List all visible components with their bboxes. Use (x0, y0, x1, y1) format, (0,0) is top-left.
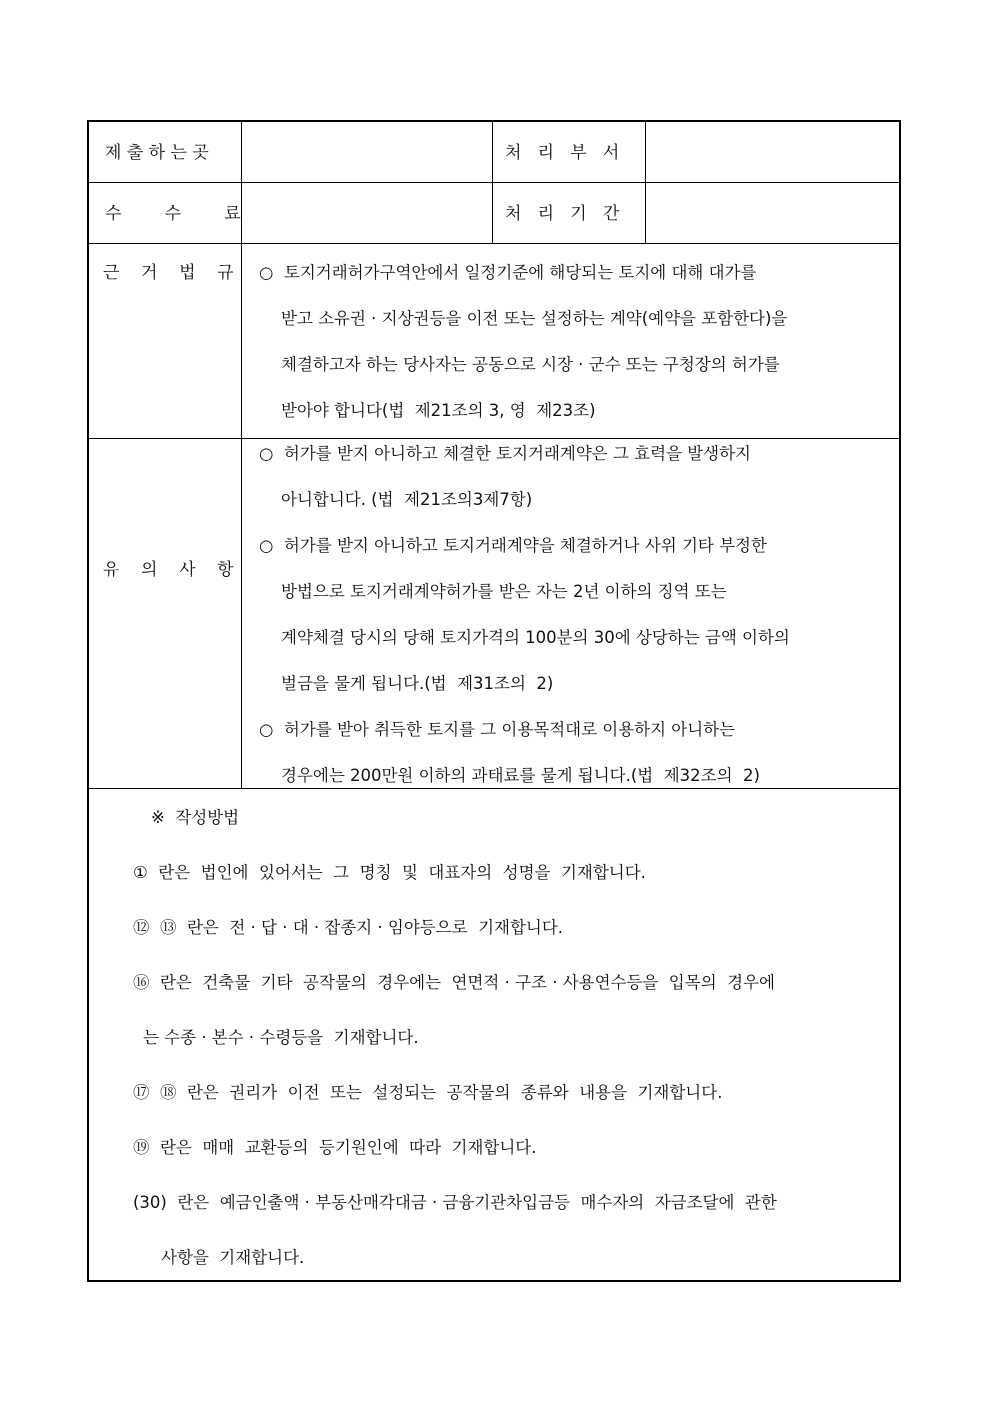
legal-basis-line: 받아야 합니다(법 제21조의 3, 영 제23조) (281, 401, 596, 420)
column-divider (645, 122, 646, 243)
notes-line: 아니합니다. (법 제21조의3제7항) (281, 490, 533, 509)
notes-line: ○ 허가를 받지 아니하고 토지거래계약을 체결하거나 사위 기타 부정한 (259, 536, 767, 555)
instruction-line: (30) 란은 예금인출액 · 부동산매각대금 · 금융기관차입금등 매수자의 자금조달에 관한 (133, 1193, 777, 1212)
label-notes: 유 의 사 항 (103, 560, 234, 580)
label-submit-place: 제 출 하 는 곳 (105, 143, 209, 163)
row-divider (89, 243, 899, 244)
label-fee: 수 수 료 (105, 204, 241, 224)
instruction-line: ⑰ ⑱ 란은 권리가 이전 또는 설정되는 공작물의 종류와 내용을 기재합니다. (133, 1083, 723, 1102)
instruction-line: ⑲ 란은 매매 교환등의 등기원인에 따라 기재합니다. (133, 1138, 537, 1157)
row-divider (89, 182, 899, 183)
row-divider (89, 788, 899, 789)
row-divider (89, 438, 899, 439)
instruction-line: ⑯ 란은 건축물 기타 공작물의 경우에는 연면적 · 구조 · 사용연수등을 입목의 경우에 (133, 973, 775, 992)
column-divider (492, 122, 493, 243)
legal-basis-line: 받고 소유권 · 지상권등을 이전 또는 설정하는 계약(예약을 포함한다)을 (281, 309, 788, 328)
notes-line: ○ 허가를 받아 취득한 토지를 그 이용목적대로 이용하지 아니하는 (259, 720, 736, 739)
notes-line: ○ 허가를 받지 아니하고 체결한 토지거래계약은 그 효력을 발생하지 (259, 444, 751, 463)
legal-basis-line: ○ 토지거래허가구역안에서 일정기준에 해당되는 토지에 대해 대가를 (259, 263, 757, 282)
notes-line: 방법으로 토지거래계약허가를 받은 자는 2년 이하의 징역 또는 (281, 582, 727, 601)
form-table (87, 120, 901, 1282)
label-legal-basis: 근 거 법 규 (103, 263, 234, 283)
instruction-line: 사항을 기재합니다. (161, 1248, 305, 1267)
instruction-line: ① 란은 법인에 있어서는 그 명칭 및 대표자의 성명을 기재합니다. (133, 863, 646, 882)
notes-line: 계약체결 당시의 당해 토지가격의 100분의 30에 상당하는 금액 이하의 (281, 628, 790, 647)
instruction-line: ⑫ ⑬ 란은 전 · 답 · 대 · 잡종지 · 임야등으로 기재합니다. (133, 918, 564, 937)
column-divider (241, 122, 242, 788)
label-processing-period: 처 리 기 간 (505, 204, 620, 224)
notes-line: 경우에는 200만원 이하의 과태료를 물게 됩니다.(법 제32조의 2) (281, 766, 760, 785)
notes-line: 벌금을 물게 됩니다.(법 제31조의 2) (281, 674, 554, 693)
instruction-line: 는 수종 · 본수 · 수령등을 기재합니다. (143, 1028, 419, 1047)
legal-basis-line: 체결하고자 하는 당사자는 공동으로 시장 · 군수 또는 구청장의 허가를 (281, 355, 780, 374)
instructions-title: ※ 작성방법 (151, 808, 240, 827)
label-processing-dept: 처 리 부 서 (505, 143, 620, 163)
